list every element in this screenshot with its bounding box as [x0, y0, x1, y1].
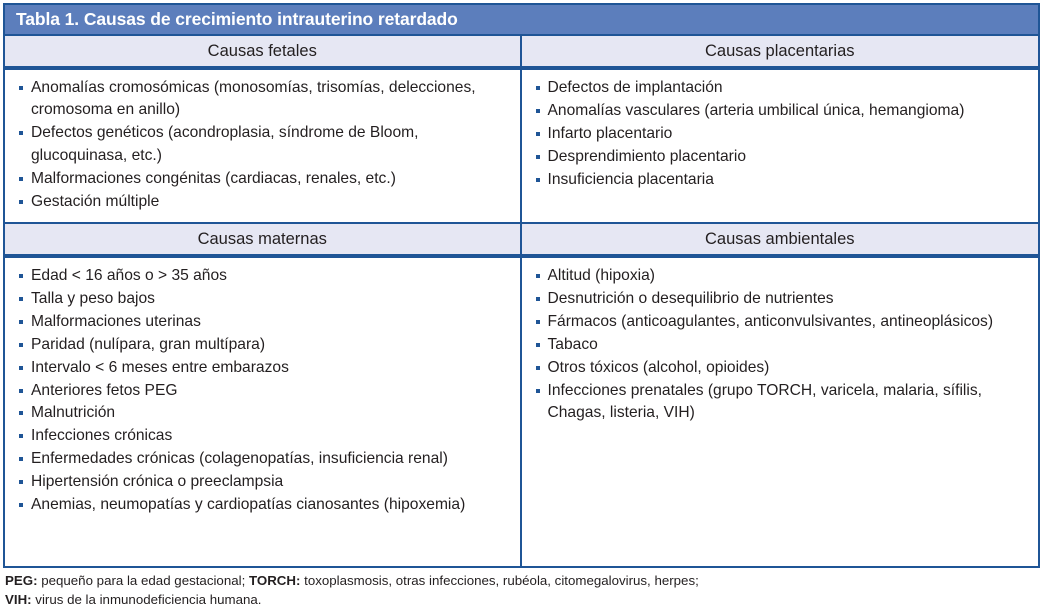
column-header-placental — [522, 36, 1039, 68]
cell-maternal-causes — [5, 258, 522, 566]
footnote-text-peg: pequeño para la edad gestacional; — [37, 573, 249, 588]
footnote-text-torch: toxoplasmosis, otras infecciones, rubéola, citomegalovirus, herpes; — [300, 573, 699, 588]
list-item: Desnutrición o desequilibrio de nutrientes — [534, 288, 1033, 310]
list-item: Insuficiencia placentaria — [534, 169, 1033, 191]
list-item: Enfermedades crónicas (colagenopatías, insuficiencia renal) — [17, 448, 514, 470]
header-row-2 — [5, 224, 1038, 258]
list-item: Talla y peso bajos — [17, 288, 514, 310]
causes-table — [3, 3, 1040, 568]
footnote-abbr-peg: PEG: — [5, 573, 38, 588]
list-item: Anteriores fetos PEG — [17, 380, 514, 402]
column-header-fetal — [5, 36, 522, 68]
table-footnote — [5, 572, 1045, 609]
cell-fetal-causes — [5, 70, 522, 222]
list-item: Malnutrición — [17, 402, 514, 424]
list-item: Malformaciones uterinas — [17, 311, 514, 333]
body-row-1 — [5, 70, 1038, 224]
list-item: Malformaciones congénitas (cardiacas, renales, etc.) — [17, 168, 514, 190]
list-item: Gestación múltiple — [17, 191, 514, 213]
column-header-environmental-label: Causas ambientales — [705, 229, 855, 248]
cell-environmental-causes — [522, 258, 1039, 566]
column-header-placental-label: Causas placentarias — [705, 41, 855, 60]
footnote-line-2 — [5, 591, 1045, 610]
footnote-line-1 — [5, 572, 1045, 591]
list-item: Fármacos (anticoagulantes, anticonvulsivantes, antineoplásicos) — [534, 311, 1033, 333]
list-item: Otros tóxicos (alcohol, opioides) — [534, 357, 1033, 379]
header-row-1 — [5, 36, 1038, 70]
table-title-bar — [5, 5, 1038, 36]
list-fetal-causes — [5, 70, 520, 221]
footnote-abbr-torch: TORCH: — [248, 573, 301, 588]
list-item: Defectos genéticos (acondroplasia, síndrome de Bloom, glucoquinasa, etc.) — [17, 122, 514, 167]
list-item: Tabaco — [534, 334, 1033, 356]
list-item: Infecciones prenatales (grupo TORCH, varicela, malaria, sífilis, Chagas, listeria, VIH) — [534, 380, 1033, 425]
list-item: Infarto placentario — [534, 123, 1033, 145]
body-row-2 — [5, 258, 1038, 566]
list-item: Altitud (hipoxia) — [534, 265, 1033, 287]
list-item: Infecciones crónicas — [17, 425, 514, 447]
footnote-abbr-vih: VIH: — [5, 591, 32, 607]
list-item: Anomalías vasculares (arteria umbilical única, hemangioma) — [534, 100, 1033, 122]
list-item: Intervalo < 6 meses entre embarazos — [17, 357, 514, 379]
list-maternal-causes — [5, 258, 520, 525]
list-item: Hipertensión crónica o preeclampsia — [17, 471, 514, 493]
list-item: Anomalías cromosómicas (monosomías, trisomías, delecciones, cromosoma en anillo) — [17, 77, 514, 122]
list-item: Paridad (nulípara, gran multípara) — [17, 334, 514, 356]
cell-placental-causes — [522, 70, 1039, 222]
column-header-environmental — [522, 224, 1039, 256]
column-header-maternal-label: Causas maternas — [197, 229, 327, 248]
column-header-maternal — [5, 224, 522, 256]
list-placental-causes — [522, 70, 1039, 200]
list-item: Anemias, neumopatías y cardiopatías cianosantes (hipoxemia) — [17, 494, 514, 516]
column-header-fetal-label: Causas fetales — [207, 41, 317, 60]
footnote-text-vih: virus de la inmunodeficiencia humana. — [31, 591, 262, 607]
list-item: Defectos de implantación — [534, 77, 1033, 99]
list-item: Desprendimiento placentario — [534, 146, 1033, 168]
list-item: Edad < 16 años o > 35 años — [17, 265, 514, 287]
list-environmental-causes — [522, 258, 1039, 433]
page-title: Tabla 1. Causas de crecimiento intrauterino retardado — [16, 8, 458, 29]
